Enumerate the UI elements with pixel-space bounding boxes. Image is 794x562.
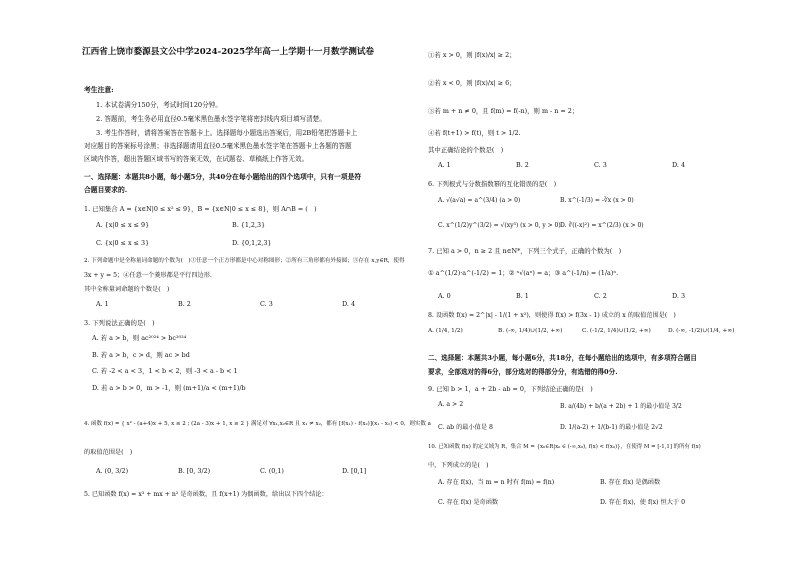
question-2: 2. 下列命题中是全称量词命题的个数为( )①任意一个正方形都是中心对称图形；②所有三角形都有外接圆；③存在 x,y∈R，使得 [84,258,405,264]
q2-option-a: A. 1 [96,300,109,308]
q4-option-d: D. [0,1] [342,467,367,475]
exam-title: 江西省上饶市婺源县文公中学2024-2025学年高一上学期十一月数学测试卷 [82,47,375,57]
q7-option-d: D. 3 [672,292,686,300]
q5-option-b: B. 2 [516,161,529,169]
q6-option-b: B. x^(-1/3) = -∛x (x > 0) [560,197,634,204]
question-6: 6. 下列根式与分数指数幂的互化错误的是( ) [428,180,557,188]
q8-option-d: D. (-∞, -1/2)∪(1/4, +∞) [668,328,735,334]
q5-statement-3: ③若 m + n ≠ 0，且 f(m) = f(-n)，则 m - n = 2； [428,107,579,115]
q9-option-b: B. a/(4b) + b/(a + 2b) + 1 的最小值是 3/2 [560,403,682,410]
q5-option-a: A. 1 [438,161,451,169]
q6-option-a: A. √(a√a) = a^(3/4) (a > 0) [438,197,521,204]
q5-statement-1: ①若 x > 0，则 |f(x)/x| ≥ 2； [428,51,516,59]
q8-option-b: B. (-∞, 1/4)∪(1/2, +∞) [498,328,563,334]
q1-option-d: D. {0,1,2,3} [232,239,272,247]
q3-option-d: D. 若 a > b > 0，m > -1，则 (m+1)/a < (m+1)/b [92,384,246,392]
q3-option-a: A. 若 a > b，则 ac²⁰²⁴ > bc²⁰²⁴ [92,334,187,342]
notice-item: 区域内作答，超出答题区域书写的答案无效，在试题卷、草稿纸上作答无效。 [84,155,309,163]
question-1: 1. 已知集合 A = {x∈N|0 ≤ x² ≤ 9}，B = {x∈N|0 ≤ x ≤ 8}，则 A∩B = ( ) [84,205,317,213]
question-9: 9. 已知 b > 1，a + 2b - ab = 0，下列结论正确的是( ) [428,385,593,393]
question-10-cont: 中，下列成立的是( ) [428,462,489,469]
q4-option-b: B. [0, 3/2) [178,467,211,475]
notice-item: 3. 考生作答时，请将答案答在答题卡上。选择题每小题选出答案后，用2B铅笔把答题卡上 [96,129,358,137]
section2-heading: 二、选择题：本题共3小题，每小题6分，共18分，在每小题给出的选项中，有多项符合题目 [428,354,697,362]
notice-item: 1. 本试卷满分150分，考试时间120分钟。 [96,101,222,109]
q4-option-a: A. (0, 3/2) [96,467,129,475]
notice-item: 2. 答题前，考生务必用直径0.5毫米黑色墨水签字笔将密封线内项目填写清楚。 [96,115,326,123]
section1-heading: 一、选择题：本题共8小题，每小题5分，共40分在每小题给出的四个选项中，只有一项是符 [84,173,362,181]
question-4-cont: 的取值范围是( ) [84,449,133,456]
q7-option-c: C. 2 [594,292,607,300]
q6-option-c: C. x^(1/2)y^(3/2) = √(xy³) (x > 0, y > 0) [438,222,561,229]
question-5: 5. 已知函数 f(x) = x³ + mx + n² 是奇函数，且 f(x+1) 为偶函数，给出以下四个结论： [84,491,328,498]
q7-option-a: A. 0 [438,292,451,300]
q9-option-d: D. 1/(a-2) + 1/(b-1) 的最小值是 2√2 [560,424,663,431]
q3-option-b: B. 若 a > b，c > d，则 ac > bd [92,351,190,359]
question-7-items: ① a^(1/2)·a^(-1/2) = 1；② ⁿ√(aⁿ) = a；③ a^(-1/n) = (1/a)ⁿ. [428,269,619,277]
q6-option-d: D. ∛((-x)²) = x^(2/3) (x > 0) [560,222,644,229]
question-4: 4. 函数 f(x) = { x² - (a+4)x + 5, x ≤ 2 ; (2a - 3)x + 1, x ≥ 2 } 满足对 ∀x₁,x₂∈R 且 x₁ ≠ x₂，都有 [f(x₁) - f(x₂)](x₁ - x₂) < 0，则实数 a [84,421,431,427]
question-8: 8. 设函数 f(x) = 2^|x| - 1/(1 + x²)，则使得 f(x) > f(3x - 1) 成立的 x 的取值范围是( ) [428,312,676,319]
q9-option-c: C. ab 的最小值是 8 [438,424,493,431]
question-10: 10. 已知函数 f(x) 的定义域为 R，集合 M = {x₀∈R|x₀ ∈ (-∞,x₀), f(x) < f(x₀)}，在使得 M = [-1,1] 的所有 f(x) [428,444,701,450]
q5-statement-2: ②若 x < 0，则 |f(x)/x| ≥ 6； [428,79,516,87]
question-3: 3. 下列说法正确的是( ) [84,319,155,327]
q2-option-c: C. 3 [260,300,273,308]
section1-heading-cont: 合题目要求的. [84,186,128,194]
q2-option-b: B. 2 [178,300,191,308]
question-7: 7. 已知 a > 0，n ≥ 2 且 n∈N*，下列三个式子，正确的个数为( ) [428,247,622,255]
question-2-prompt: 其中全称量词命题的个数是( ) [84,286,170,293]
section2-heading-cont: 要求，全部选对的得6分，部分选对的得部分分，有选错的得0分. [428,368,618,376]
q4-option-c: C. (0,1) [260,467,284,475]
q5-statement-4: ④若 f(t+1) > f(t)，则 t > 1/2. [428,129,521,137]
q9-option-a: A. a > 2 [438,401,464,408]
q10-option-b: B. 存在 f(x) 是偶函数 [600,479,661,486]
q1-option-c: C. {x|0 ≤ x ≤ 3} [96,239,150,247]
notice-item: 对应题目的答案标号涂黑；非选择题请用直径0.5毫米黑色墨水签字笔在答题卡上各题的答题 [84,142,352,150]
question-2-cont: 3x + y = 5；④任意一个菱形都是平行四边形. [84,272,212,279]
q10-option-a: A. 存在 f(x)，当 m = n 时有 f(m) = f(n) [438,479,555,486]
q5-prompt: 其中正确结论的个数是( ) [428,146,504,154]
notice-heading: 考生注意: [84,86,114,94]
q8-option-a: A. (1/4, 1/2) [428,328,463,334]
q5-option-c: C. 3 [594,161,607,169]
q2-option-d: D. 4 [342,300,356,308]
q1-option-a: A. {x|0 ≤ x ≤ 9} [96,221,150,229]
q8-option-c: C. (-1/2, 1/4)∪(1/2, +∞) [582,328,651,334]
q3-option-c: C. 若 -2 < a < 3，1 < b < 2，则 -3 < a - b < 1 [92,367,238,375]
q1-option-b: B. {1,2,3} [232,221,266,229]
q10-option-c: C. 存在 f(x) 是奇函数 [438,499,499,506]
q7-option-b: B. 1 [516,292,529,300]
q5-option-d: D. 4 [672,161,686,169]
q10-option-d: D. 存在 f(x)，使 f(x) 恒大于 0 [600,499,686,506]
